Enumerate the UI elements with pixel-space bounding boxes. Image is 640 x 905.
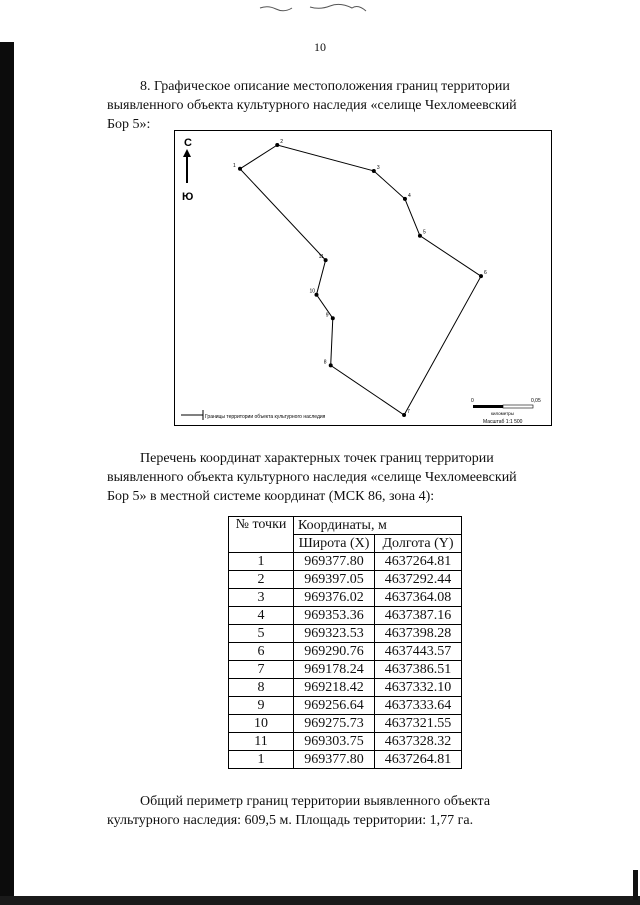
summary-line-2: культурного наследия: 609,5 м. Площадь территории: 1,77 га. bbox=[107, 813, 474, 828]
latitude-cell: 969275.73 bbox=[294, 715, 375, 733]
point-label: 8 bbox=[323, 359, 327, 366]
latitude-cell: 969218.42 bbox=[294, 679, 375, 697]
boundary-point bbox=[329, 363, 333, 367]
boundary-point bbox=[418, 234, 422, 238]
legend-text: Границы территории объекта культурного наследия bbox=[205, 414, 326, 420]
table-row bbox=[229, 697, 462, 715]
point-label: 10 bbox=[309, 288, 316, 295]
section-heading bbox=[107, 77, 555, 134]
header-coordinates: Координаты, м bbox=[294, 517, 462, 535]
table-row bbox=[229, 643, 462, 661]
north-arrow-head bbox=[183, 149, 191, 157]
table-row bbox=[229, 679, 462, 697]
scan-left-edge bbox=[0, 42, 14, 905]
scan-noise bbox=[250, 2, 390, 16]
point-number-cell: 10 bbox=[229, 715, 294, 733]
boundary-point bbox=[238, 167, 242, 171]
point-label: 6 bbox=[484, 270, 487, 277]
longitude-cell: 4637292.44 bbox=[375, 571, 462, 589]
latitude-cell: 969323.53 bbox=[294, 625, 375, 643]
boundary-point bbox=[324, 258, 328, 262]
longitude-cell: 4637332.10 bbox=[375, 679, 462, 697]
boundary-point bbox=[331, 316, 335, 320]
scale-text: Масштаб 1:1 500 bbox=[483, 419, 523, 425]
longitude-cell: 4637386.51 bbox=[375, 661, 462, 679]
table-row bbox=[229, 589, 462, 607]
scale-tick-0: 0 bbox=[471, 398, 474, 404]
scale-bar-black bbox=[473, 405, 503, 408]
latitude-cell: 969377.80 bbox=[294, 553, 375, 571]
table-row bbox=[229, 733, 462, 751]
heading-line-2: выявленного объекта культурного наследия «селище Чехломеевский bbox=[107, 98, 517, 113]
point-label: 4 bbox=[407, 192, 411, 199]
longitude-cell: 4637264.81 bbox=[375, 751, 462, 769]
table-row bbox=[229, 751, 462, 769]
point-number-cell: 4 bbox=[229, 607, 294, 625]
boundary-point bbox=[372, 169, 376, 173]
table-row bbox=[229, 553, 462, 571]
boundary-point bbox=[402, 413, 406, 417]
point-number-cell: 9 bbox=[229, 697, 294, 715]
table-row bbox=[229, 661, 462, 679]
point-number-cell: 7 bbox=[229, 661, 294, 679]
point-number-cell: 1 bbox=[229, 751, 294, 769]
longitude-cell: 4637387.16 bbox=[375, 607, 462, 625]
longitude-cell: 4637443.57 bbox=[375, 643, 462, 661]
scale-unit: километры bbox=[491, 411, 514, 416]
scan-bottom-edge bbox=[0, 896, 640, 905]
header-point-number: № точки bbox=[229, 517, 294, 553]
latitude-cell: 969397.05 bbox=[294, 571, 375, 589]
south-label: Ю bbox=[182, 191, 194, 203]
point-number-cell: 5 bbox=[229, 625, 294, 643]
point-label: 7 bbox=[407, 409, 410, 415]
table-row bbox=[229, 715, 462, 733]
point-number-cell: 1 bbox=[229, 553, 294, 571]
point-number-cell: 8 bbox=[229, 679, 294, 697]
intro-line-3: Бор 5» в местной системе координат (МСК 86, зона 4): bbox=[107, 489, 435, 504]
heading-line-3: Бор 5»: bbox=[107, 117, 151, 132]
north-label: С bbox=[184, 137, 192, 149]
latitude-cell: 969256.64 bbox=[294, 697, 375, 715]
point-number-cell: 11 bbox=[229, 733, 294, 751]
coordinates-table bbox=[228, 516, 462, 769]
table-row bbox=[229, 607, 462, 625]
intro-line-2: выявленного объекта культурного наследия «селище Чехломеевский bbox=[107, 470, 517, 485]
boundary-point bbox=[314, 293, 318, 297]
latitude-cell: 969377.80 bbox=[294, 751, 375, 769]
point-label: 1 bbox=[233, 162, 236, 169]
heading-line-1: 8. Графическое описание местоположения границ территории bbox=[140, 79, 510, 94]
longitude-cell: 4637398.28 bbox=[375, 625, 462, 643]
point-number-cell: 6 bbox=[229, 643, 294, 661]
boundary-point bbox=[479, 274, 483, 278]
territory-boundary bbox=[240, 145, 481, 415]
boundary-point bbox=[275, 143, 279, 147]
table-row bbox=[229, 625, 462, 643]
boundary-point bbox=[403, 197, 407, 201]
point-label: 9 bbox=[325, 312, 329, 319]
longitude-cell: 4637264.81 bbox=[375, 553, 462, 571]
scale-tick-1: 0,05 bbox=[531, 398, 541, 404]
page-number: 10 bbox=[314, 40, 326, 54]
list-intro bbox=[107, 449, 555, 506]
latitude-cell: 969290.76 bbox=[294, 643, 375, 661]
point-number-cell: 2 bbox=[229, 571, 294, 589]
point-label: 3 bbox=[376, 164, 380, 171]
point-label: 5 bbox=[422, 229, 426, 236]
map-canvas bbox=[175, 131, 551, 425]
point-label: 2 bbox=[280, 139, 284, 145]
latitude-cell: 969303.75 bbox=[294, 733, 375, 751]
header-latitude: Широта (X) bbox=[294, 535, 375, 553]
point-number-cell: 3 bbox=[229, 589, 294, 607]
intro-line-1: Перечень координат характерных точек границ территории bbox=[140, 451, 494, 466]
longitude-cell: 4637321.55 bbox=[375, 715, 462, 733]
longitude-cell: 4637328.32 bbox=[375, 733, 462, 751]
longitude-cell: 4637333.64 bbox=[375, 697, 462, 715]
longitude-cell: 4637364.08 bbox=[375, 589, 462, 607]
latitude-cell: 969353.36 bbox=[294, 607, 375, 625]
scan-right-mark bbox=[633, 870, 638, 900]
summary-line-1: Общий периметр границ территории выявленного объекта bbox=[140, 794, 491, 809]
latitude-cell: 969178.24 bbox=[294, 661, 375, 679]
point-label: 11 bbox=[318, 254, 324, 261]
table-row bbox=[229, 571, 462, 589]
boundary-map bbox=[174, 130, 552, 426]
scale-bar-white bbox=[503, 405, 533, 408]
latitude-cell: 969376.02 bbox=[294, 589, 375, 607]
summary bbox=[107, 792, 555, 830]
header-longitude: Долгота (Y) bbox=[375, 535, 462, 553]
